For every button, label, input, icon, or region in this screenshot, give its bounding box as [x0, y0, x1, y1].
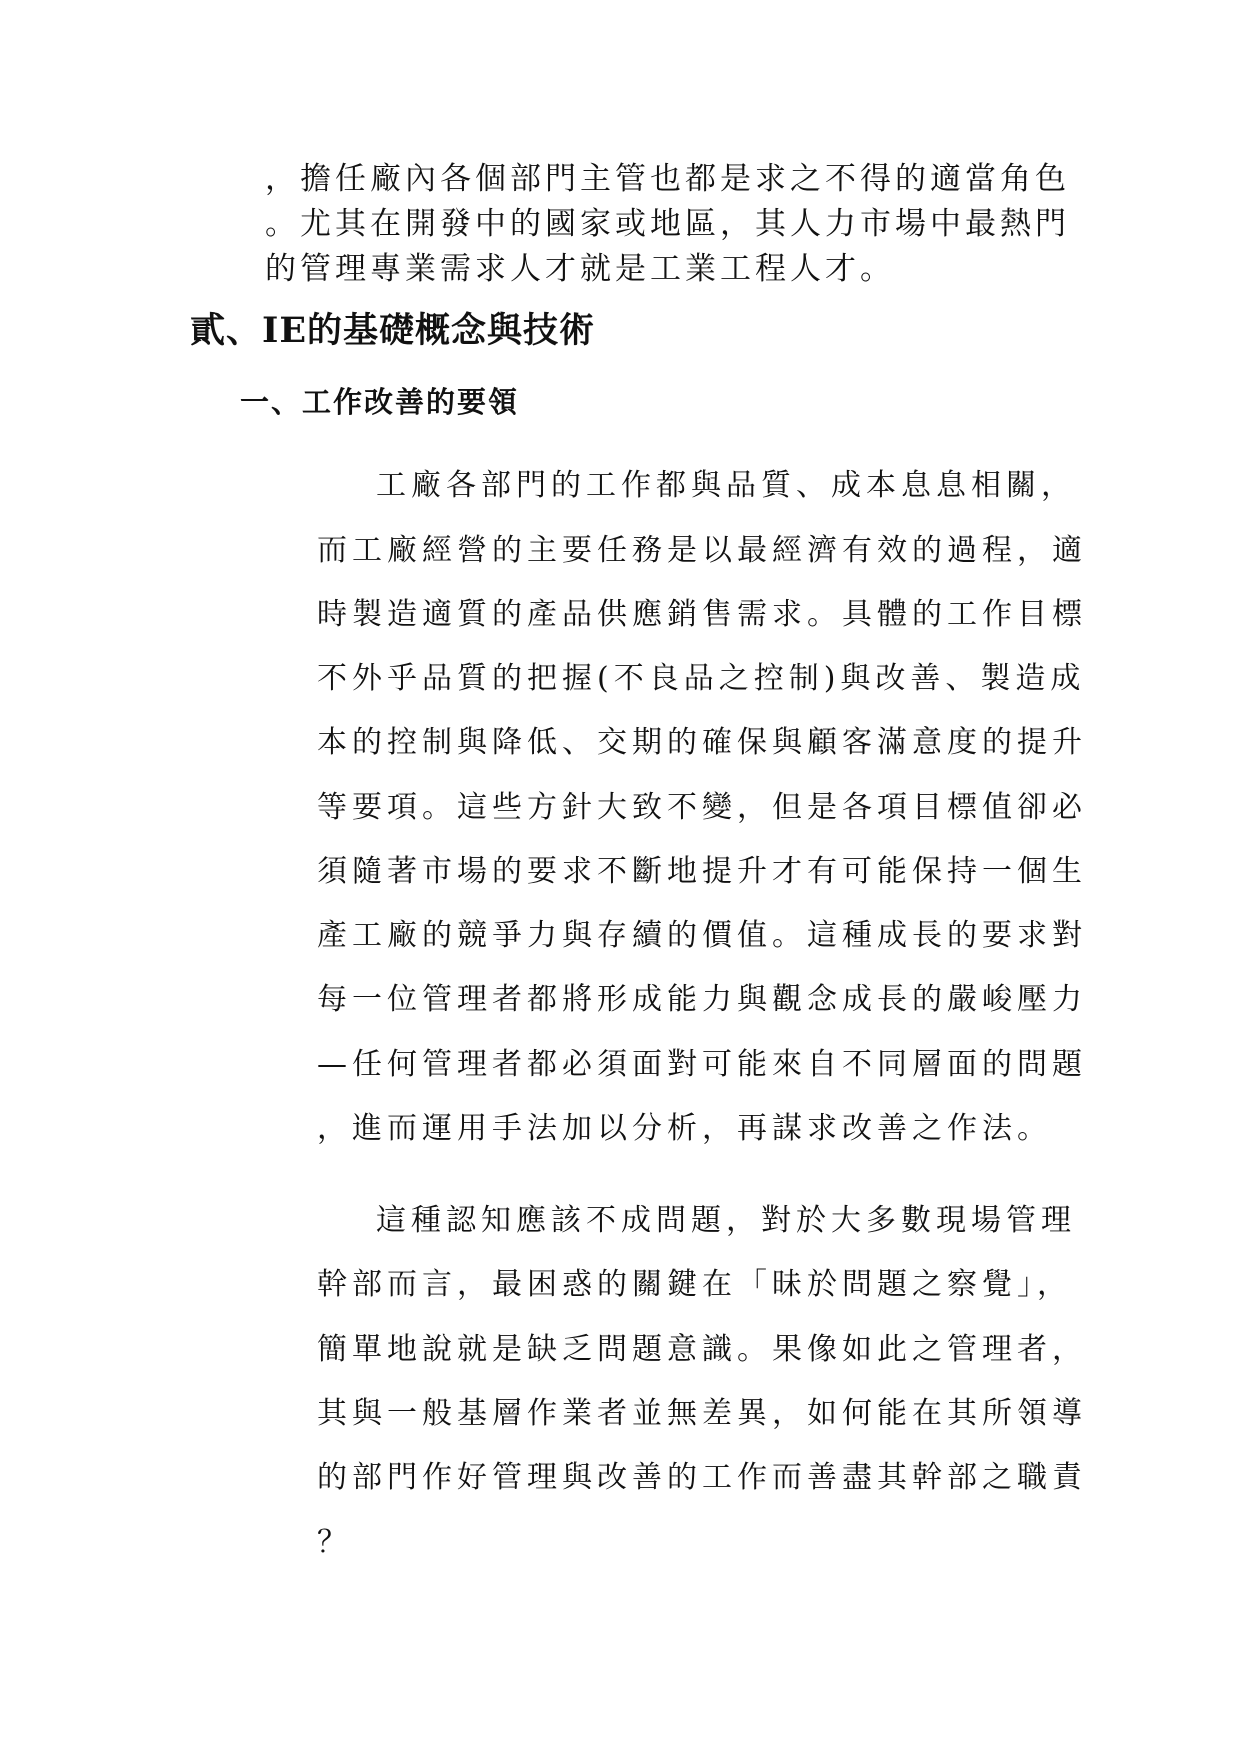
paragraph-line: 的部門作好管理與改善的工作而善盡其幹部之職責	[317, 1460, 1087, 1495]
paragraph-line: 等要項。這些方針大致不變，但是各項目標值卻必	[317, 790, 1087, 825]
paragraph-line: 簡單地說就是缺乏問題意識。果像如此之管理者，	[317, 1332, 1087, 1367]
paragraph-line: 本的控制與降低、交期的確保與顧客滿意度的提升	[317, 725, 1087, 760]
paragraph-line: 工廠各部門的工作都與品質、成本息息相關，	[376, 468, 1076, 503]
intro-line: 的管理專業需求人才就是工業工程人才。	[265, 251, 895, 287]
paragraph-line: 產工廠的競爭力與存續的價值。這種成長的要求對	[317, 918, 1087, 953]
subsection-heading: 一、工作改善的要領	[240, 385, 520, 419]
paragraph-line: 不外乎品質的把握(不良品之控制)與改善、製造成	[317, 661, 1086, 696]
paragraph-line: 這種認知應該不成問題，對於大多數現場管理	[376, 1203, 1076, 1238]
intro-line: 。尤其在開發中的國家或地區，其人力市場中最熱門	[265, 206, 1070, 242]
paragraph-line: 其與一般基層作業者並無差異，如何能在其所領導	[317, 1396, 1087, 1431]
intro-line: ，擔任廠內各個部門主管也都是求之不得的適當角色	[265, 161, 1070, 197]
paragraph-line: 而工廠經營的主要任務是以最經濟有效的過程，適	[317, 533, 1087, 568]
paragraph-line: 須隨著市場的要求不斷地提升才有可能保持一個生	[317, 854, 1087, 889]
paragraph-line: ？	[317, 1525, 352, 1560]
paragraph-line: 時製造適質的產品供應銷售需求。具體的工作目標	[317, 597, 1087, 632]
paragraph-line: —任何管理者都必須面對可能來自不同層面的問題	[317, 1047, 1087, 1082]
paragraph-line: 每一位管理者都將形成能力與觀念成長的嚴峻壓力	[317, 982, 1087, 1017]
paragraph-line: ，進而運用手法加以分析，再謀求改善之作法。	[317, 1111, 1052, 1146]
section-heading: 貳、IE的基礎概念與技術	[190, 310, 596, 351]
paragraph-line: 幹部而言，最困惑的關鍵在「昧於問題之察覺」，	[317, 1267, 1072, 1302]
